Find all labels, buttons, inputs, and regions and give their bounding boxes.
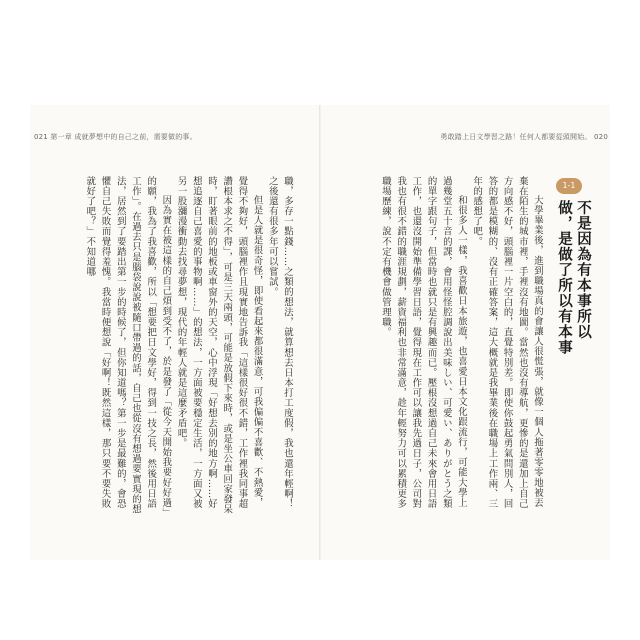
section-number-badge: 1-1 (556, 178, 582, 194)
right-paragraph-1: 大學畢業後，進到職場真的會讓人很慌張，就像一個人拖著零零地被丟棄在陌生的城市裡，手裡沒有地圖。當然也沒有導航，更慘的是還加上自己方向感不好，頭腦裡一片空白的，直覺特別差。即使你鼓起勇氣問別人，回答的都是模糊的、沒有正確答案，這大概就是我畢業後在職場上工作兩、三年的感想了吧。 (471, 176, 543, 509)
left-paragraph-2: 但是人就是很奇怪，即使看起來都很滿意，可我偏偏不喜歡、不熱愛，覺得不夠好，頭腦裡作且現實地告訴我「這樣很好很不錯，工作裡我同事超讚根本求之不得」，可是三天兩頭，可能是放假下來時，或是坐公車回家發呆時，盯著眼前的地板或車窗外的天空，心中浮現「好想去別的地方啊……好想追逐自己喜愛的事物啊……」的想法，一方面被要穩定生活，一方面又被另一股瀰漫衝動去找尋夢想，現代的年輕人就是這麼矛盾吧。 (175, 176, 263, 515)
right-page-header: 勇敢踏上日文學習之路！任何人都要從頭開始。 020 (440, 133, 608, 141)
section-title: 不是因為有本事所以做，是做了所以有本事 (556, 200, 591, 355)
left-paragraph-3: 因為實在被這樣的自己煩到受不了，於是發了「從今天開始我要好好過」的願，我為了我喜歡，所以「想要把日文學好，得到一技之長，然後用日語工作」。在過去只是腦袋說說被隨口帶過的話，自己也從沒有想過要實現的想法，居然到了要踏出第一步的時候了，但你知道嗎？第一步是最難的，會恐懼自己失敗而覺得羞愧。我當時便想說「好啊！既然這樣，那只要不要失敗就好了吧？」不知道哪 (84, 176, 172, 515)
left-paragraph-1: 職，多存一點錢……之類的想法，就算想去日本打工度假，我也還年輕啊！之後還有很多年可以嘗試。 (266, 176, 293, 509)
book-gutter (319, 105, 321, 560)
right-paragraph-2: 和很多人一樣，我喜歡日本旅遊，也喜愛日本文化跟流行，可能大學上過幾堂五十音的課，會用怪怪腔調說出美味しい、可愛い、ありがとう之類的單字跟句子，但當時也就只是有興趣而已。壓根沒想過自己未來會用日語工作，也還沒開始準備學習日語，覺得現在工作可以讓我先過日子，公司對我也有很不錯的職涯規劃，薪資福利也非常滿意，趁年輕努力可以累積更多職場歷練，說不定有機會做管理職。 (379, 176, 467, 509)
right-page-body (350, 176, 545, 516)
left-page-body (50, 176, 295, 516)
left-page-header: 021 第一章 成就夢想中的自己之前，需要做的事。 (34, 133, 197, 141)
